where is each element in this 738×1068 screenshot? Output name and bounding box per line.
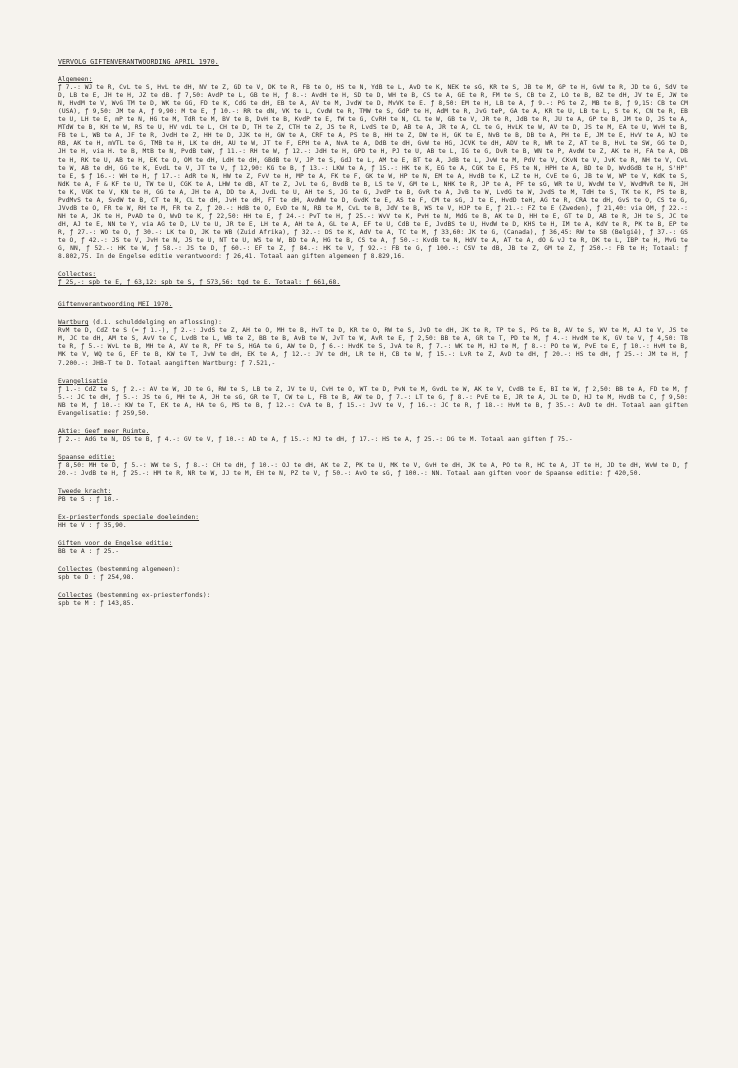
section-heading-wartburg-line <box>58 319 688 327</box>
section-heading-collectes-ex: Collectes <box>58 592 93 600</box>
section-engelse-editie <box>58 540 688 556</box>
section-collectes-ex <box>58 592 688 608</box>
section-heading-wartburg-rest: (d.i. schulddelging en aflossing): <box>88 319 222 327</box>
section-text-algemeen: ƒ 7.-: WJ te R, CvL te S, HvL te dH, NV te Z, GD te V, DK te R, FB te O, HS te N, YdB te L, AvD te K, NEK te sG, KR te S, JB te M, GP te H, GvW te R, JD te G, SdV te D, LB te E, JH te H, JZ te dB. ƒ 7,50: AvdP te L, GB te H, ƒ 8.-: AvdH te H, SD te D, WH te B, CS te A, GE te R, FM te S, CB te Z, LO te B, BZ te dH, JV te E, JW te N, HvdM te V, WvG TM te D, WK te GG, FD te K, CdG te dH, EB te A, AV te M, JvdW te D, MvVK te E. ƒ 8,50: EM te H, LB te A, ƒ 9.-: PG te Z, MB te B, ƒ 9,15: CB te CM (USA), ƒ 9,50: JM te A, ƒ 9,90: M te E, ƒ 10.-: RR te dN, VK te L, CvdW te R, TMW te S, GdP te H, AdM te R, JvG teP, GA te A, KR te U, LB te L, S te K, CN te R, EB te U, LH te E, mP te N, HG te M, TdR te M, BV te B, DvH te B, KvdP te E, fW te G, CvRH te N, CL te W, GB te V, JR te R, JdB te R, JU te A, GP te B, JM te D, JS te A, MTdW te B, KH te W, RS te U, HV vdL te L, CH te D, TH te Z, CTH te Z, JS te R, LvdS te D, AB te A, JR te A, CL te G, HvLK te W, AV te D, JS te M, EA te U, WvH te B, FB te L, WB te A, JF te R, JvdH te Z, HH te D, JJK te H, GW te A, CRF te A, PS te B, HH te Z, DW te H, GK te E, NvB te B, DB te A, PH te E, JM te E, HvV te A, WJ te RB, AK te H, mVTL te G, TMB te H, LK te dH, AU te W, JT te F, EPH te A, NvA te A, DdB te dH, GvW te HG, JCVK te dH, ADV te R, WR te Z, AT te B, HvL te SW, GG te D, JH te H, via H. te B, MtB te N, PvdB teW, ƒ 11.-: RH te W, ƒ 12.-: JdH te H, GPD te H, PJ te U, AB te L, IG te G, DvR te B, WN te P, AvdW te Z, AK te H, FA te A, DB te H, RK te U, AB te H, EK te O, OM te dH, LdH te dH, GBdB te V, JP te S, GdJ te L, AM te E, BT te A, JdB te L, JvW te M, PdV te V, CKvN te V, JvK te R, NH te V, CvL te W, AB te dH, GG te K, EvdL te V, JT te V, ƒ 12,90: KG te B, ƒ 13.-: LKW te A, ƒ 15.-: HK te K, EG te A, CGK te E, FS te N, HPH te A, BD te D, WvdGdB te H, S'HP' te E, $ ƒ 16.-: WH te H, ƒ 17.-: AdR te N, HW te Z, FvV te H, MP te A, FK te F, GK te W, HP te N, EM te A, HvdB te K, LZ te H, CvE te G, JB te W, WP te V, KdK te S, NdK te A, F & KF te U, TW te U, CGK te A, LHW te dB, AT te Z, JvL te G, BvdB te B, LS te V, GM te L, NHK te R, JP te A, PF te sG, WR te U, WvdW te V, WvdMvR te N, JH te K, VGK te V, KN te H, GG te A, JH te A, DD te A, JvdL te U, AH te S, JG te G, JvdP te B, GvR te A, JvB te W, LvdG te W, JvdS te M, TdH te S, TK te K, PS te B, PvdMvS te A, SvdW te B, CT te N, CL te dH, JvH te dH, FT te dH, AvdWW te D, GvdK te E, AS te F, CM te sG, J te E, HvdD teH, AG te R, CRA te dH, GvS te O, CS te G, JVvdB te O, FR te W, RH te M, FR te Z, ƒ 20.-: HdB te O, EvD te N, RB te M, CvL te B, JdV te B, WS te V, HJP te E, ƒ 21.-: FZ te E (Zweden), ƒ 21,40: via OM, ƒ 22.-: NH te A, JK te H, PvAD te O, WvD te K, ƒ 22,50: HH te E, ƒ 24.-: PvT te H, ƒ 25.-: WvV te K, PvH te N, MdG te B, AK te D, HH te E, GT te D, AB te R, JH te S, JC te dH, AJ te E, NN te Y, via AG te D, LV te U, JR te E, LH te A, AH te A, GL te A, EF te U, CdB te E, JvdBS te U, HvdW te D, KHS te H, IM te A, KdV te R, PK te B, EP te R, ƒ 27.-: WO te O, ƒ 30.-: LK te D, JK te WB (Zuid Afrika), ƒ 32.-: DS te K, AdV te A, TC te M, ƒ 33,60: JK te G, (Canada), ƒ 36,45: RW te SB (België), ƒ 37.-: GS te O, ƒ 42.-: JS te V, JvH te N, JS te U, NT te U, WS te W, BD te A, HG te B, CS te A, ƒ 50.-: KvdB te N, HdV te A, AT te A, dO & vJ te R, DK te L, IBP te H, MvG te G, NN, ƒ 52.-: HK te W, ƒ 58.-: JS te D, ƒ 60.-: EF te Z, ƒ 84.-: HK te V, ƒ 92.-: FB te G, ƒ 100.-: CSV te dB, JB te Z, GM te Z, ƒ 250.-: FB te H; Totaal: ƒ 8.802,75. In de Engelse editie verantwoord: ƒ 26,41. Totaal aan giften algemeen ƒ 8.829,16. <box>58 84 692 261</box>
section-text-wartburg: RvM te D, CdZ te S (= ƒ 1.-), ƒ 2.-: JvdS te Z, AH te O, MH te B, HvT te D, KR te O, RW te S, JvD te dH, JK te R, TP te S, PG te B, AV te S, WV te M, AJ te V, JS te M, JC te dH, AM te S, AvV te C, LvdB te L, WB te Z, BB te B, AvB te W, JvT te W, AvR te E, ƒ 2,50: BB te A, GR te T, PD te M, ƒ 4.-: HvdM te K, GV te V, ƒ 4,50: TB te R, ƒ 5.-: WvL te B, MH te A, AV te R, PF te S, HGA te G, AW te D, ƒ 6.-: HvdK te S, JvA te R, ƒ 7.-: WK te M, HJ te M, ƒ 8.-: PO te W, PvE te E, ƒ 10.-: HvM te B, MK te V, WQ te G, EF te B, KW te T, JvW te dH, EK te A, ƒ 12.-: JV te dH, LR te H, CB te W, ƒ 15.-: LvR te Z, AvD te dH, ƒ 20.-: HS te dH, ƒ 25.-: JM te H, ƒ 7.200.-: JHB-T te D. Totaal aangiften Wartburg: ƒ 7.521,- <box>58 327 692 367</box>
section-wartburg <box>58 319 692 367</box>
section-text-collectes: ƒ 25,-: spb te E, ƒ 63,12: spb te S, ƒ 573,56: tgd te E. Totaal: ƒ 661,68. <box>58 279 341 287</box>
section-tweede-kracht <box>58 488 688 504</box>
section-text-evangelisatie: ƒ 1.-: CdZ te S, ƒ 2.-: AV te W, JD te G, RW te S, LB te Z, JV te U, CvH te O, WT te D, PvN te M, GvdL te W, AK te V, CvdB te E, BI te W, ƒ 2,50: BB te A, FD te M, ƒ 5.-: JC te dH, ƒ 5.-: JS te G, MH te A, JH te sG, GR te T, CW te L, FB te B, AW te D, ƒ 7.-: LT te G, ƒ 8.-: PvE te E, JR te A, JL te D, HJ te M, HvdB te C, ƒ 9,50: NB te M, ƒ 10.-: KW te T, EK te A, HA te G, MS te B, ƒ 12.-: CvA te B, ƒ 15.-: JvV te V, ƒ 16.-: JC te R, ƒ 18.-: HvM te B, ƒ 35.-: AvD te dH. Totaal aan giften Evangelisatie: ƒ 259,50. <box>58 385 692 417</box>
section-text-collectes-algemeen: spb te D : ƒ 254,98. <box>58 574 135 582</box>
section-aktie <box>58 428 688 444</box>
section-collectes <box>58 271 688 287</box>
section-heading-algemeen: Algemeen: <box>58 76 93 84</box>
section-collectes-algemeen <box>58 566 688 582</box>
section-heading-wartburg: Wartburg <box>58 319 89 327</box>
section-heading-collectes-algemeen: Collectes <box>58 566 93 574</box>
section-text-tweede-kracht: PB te S : ƒ 10.- <box>58 496 120 504</box>
section-heading-spaanse: Spaanse editie: <box>58 453 116 461</box>
section-evangelisatie <box>58 377 692 418</box>
section-heading-collectes-algemeen-rest: (bestemming algemeen): <box>92 566 181 574</box>
section-heading-collectes: Collectes: <box>58 271 97 279</box>
section-spaanse <box>58 453 692 478</box>
section-text-spaanse: ƒ 8,50: MH te D, ƒ 5.-: WW te S, ƒ 8.-: CH te dH, ƒ 10.-: OJ te dH, AK te Z, PK te U, MK te V, GvH te dH, JK te A, PO te R, HC te A, JT te H, JD te dH, WvW te D, ƒ 20.-: JvdB te H, ƒ 25.-: HM te R, NR te W, JJ te M, EH te N, PZ te V, ƒ 50.-: AvO te sG, ƒ 100.-: NN. Totaal aan giften voor de Spaanse editie: ƒ 420,50. <box>58 461 692 477</box>
section-heading-tweede-kracht: Tweede kracht: <box>58 488 112 496</box>
document-content <box>58 58 692 618</box>
section-text-expriesterfonds: HH te V : ƒ 35,90. <box>58 522 127 530</box>
section-algemeen <box>58 76 692 261</box>
section-heading-aktie: Aktie: Geef meer Ruimte. <box>58 427 150 435</box>
section-expriesterfonds <box>58 514 688 530</box>
section-heading-engelse-editie: Giften voor de Engelse editie: <box>58 540 173 548</box>
section-mei-title <box>58 301 688 309</box>
section-heading-collectes-algemeen-line <box>58 566 688 574</box>
section-text-engelse-editie: BB te A : ƒ 25.- <box>58 548 120 556</box>
section-heading-collectes-ex-line <box>58 592 688 600</box>
section-heading-collectes-ex-rest: (bestemming ex-priesterfonds): <box>92 592 211 600</box>
section-heading-evangelisatie: Evangelisatie <box>58 377 108 385</box>
mei-title: Giftenverantwoording MEI 1970. <box>58 301 173 309</box>
page-title: VERVOLG GIFTENVERANTWOORDING APRIL 1970. <box>58 58 219 66</box>
section-heading-expriesterfonds: Ex-priesterfonds speciale doeleinden: <box>58 514 200 522</box>
section-text-aktie: ƒ 2.-: AdG te N, DS te B, ƒ 4.-: GV te V, ƒ 10.-: AD te A, ƒ 15.-: MJ te dH, ƒ 17.-: HS te A, ƒ 25.-: DG te M. Totaal aan giften ƒ 75.- <box>58 435 573 443</box>
section-text-collectes-ex: spb te M : ƒ 143,85. <box>58 600 135 608</box>
